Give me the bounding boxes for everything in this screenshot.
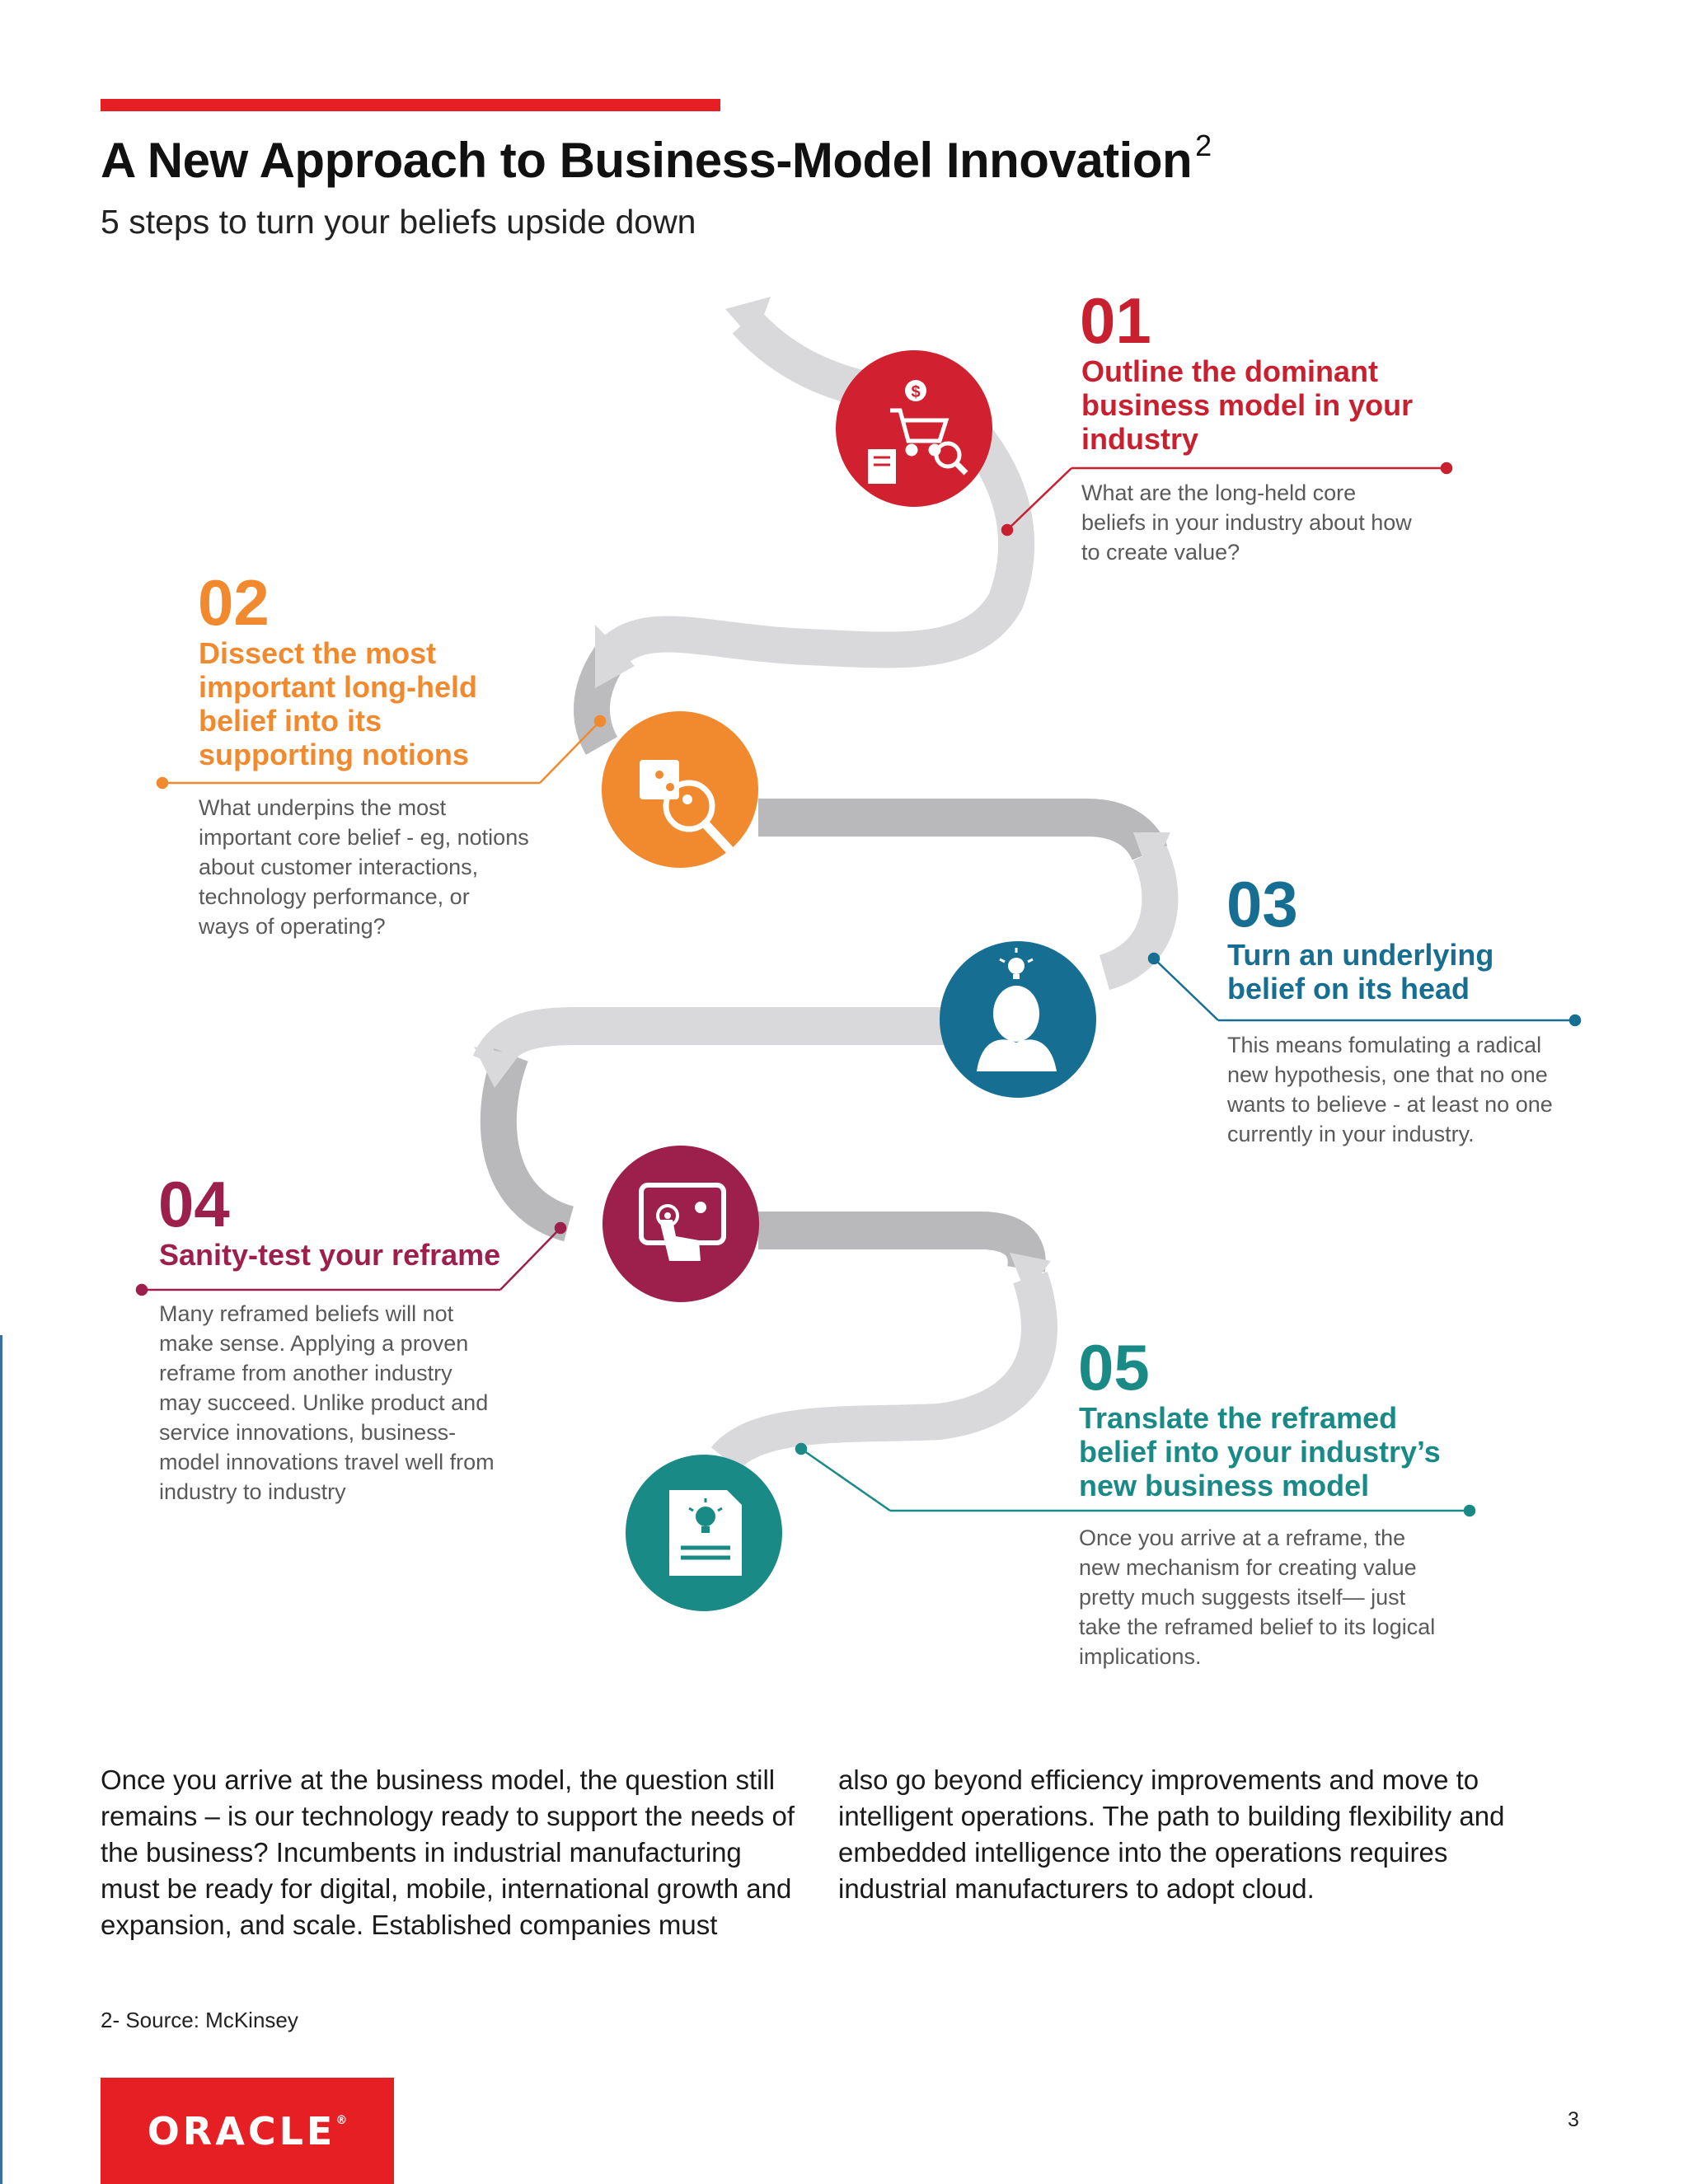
step-1-heading: Outline the dominant business model in your industry	[1081, 354, 1414, 456]
step-2-heading: Dissect the most important long-held belief into its supporting notions	[199, 636, 477, 771]
step-5-number: 05	[1078, 1331, 1150, 1404]
step-5-description: Once you arrive at a reframe, the new mechanism for creating value pretty much suggests itself— just take the reframed belief to its logical implications.	[1079, 1526, 1436, 1669]
step-5-heading: Translate the reframed belief into your industry’s new business model	[1079, 1401, 1441, 1502]
path-segment-3	[758, 818, 1150, 853]
path-segment-5	[758, 1230, 1027, 1269]
step-3-heading: Turn an underlying belief on its head	[1227, 938, 1494, 1005]
path-segment-4	[490, 1026, 944, 1063]
step-3-description: This means fomulating a radical new hypothesis, one that no one wants to believe - at least no one currently in your industry.	[1227, 1033, 1553, 1146]
step-2-circle	[602, 711, 758, 868]
body-paragraph-col1: Once you arrive at the business model, the question still remains – is our technology ready to support the needs of the business? Incumbents in industrial manufacturing must be ready for digital, mobile, international growth and expansion, and scale. Established companies must	[101, 1765, 795, 1940]
page-edge-line	[0, 1335, 2, 2184]
step-4-description: Many reframed beliefs will not make sense. Applying a proven reframe from another industry may succeed. Unlike product and service innovations, business- model innovations travel well from industry to industry	[159, 1301, 495, 1504]
page-title-text: A New Approach to Business-Model Innovation	[101, 133, 1193, 188]
header-accent-bar	[101, 99, 720, 111]
oracle-logo-text: ORACLE®	[147, 2108, 348, 2154]
oracle-logo	[101, 2078, 394, 2184]
step-2-description: What underpins the most important core belief - eg, notions about customer interactions, technology performance, or ways of operating?	[199, 795, 529, 939]
step-4-circle	[603, 1146, 759, 1302]
step-1-circle	[836, 350, 992, 507]
document-lightbulb-icon	[669, 1490, 742, 1576]
path-segment-5b	[725, 1277, 1039, 1459]
step-2-number: 02	[198, 566, 270, 639]
page-title	[101, 129, 1212, 189]
svg-text:$: $	[911, 383, 921, 401]
step-1-description: What are the long-held core beliefs in your industry about how to create value?	[1081, 480, 1412, 565]
step-4-number: 04	[158, 1168, 230, 1240]
infographic	[0, 272, 1688, 1690]
step-1-number: 01	[1080, 284, 1151, 357]
path-segment-4b	[499, 1055, 569, 1224]
step-3-number: 03	[1226, 868, 1298, 940]
page-number: 3	[1568, 2108, 1579, 2131]
step-4-heading: Sanity-test your reframe	[159, 1238, 501, 1272]
page-subtitle: 5 steps to turn your beliefs upside down	[101, 203, 696, 241]
body-paragraph-col2: also go beyond efficiency improvements and move to intelligent operations. The path to building flexibility and embedded intelligence into the operations requires industrial manufacturers to adopt cloud.	[838, 1765, 1505, 1904]
title-footnote-marker: 2	[1195, 129, 1212, 162]
footnote: 2- Source: McKinsey	[101, 2008, 298, 2032]
